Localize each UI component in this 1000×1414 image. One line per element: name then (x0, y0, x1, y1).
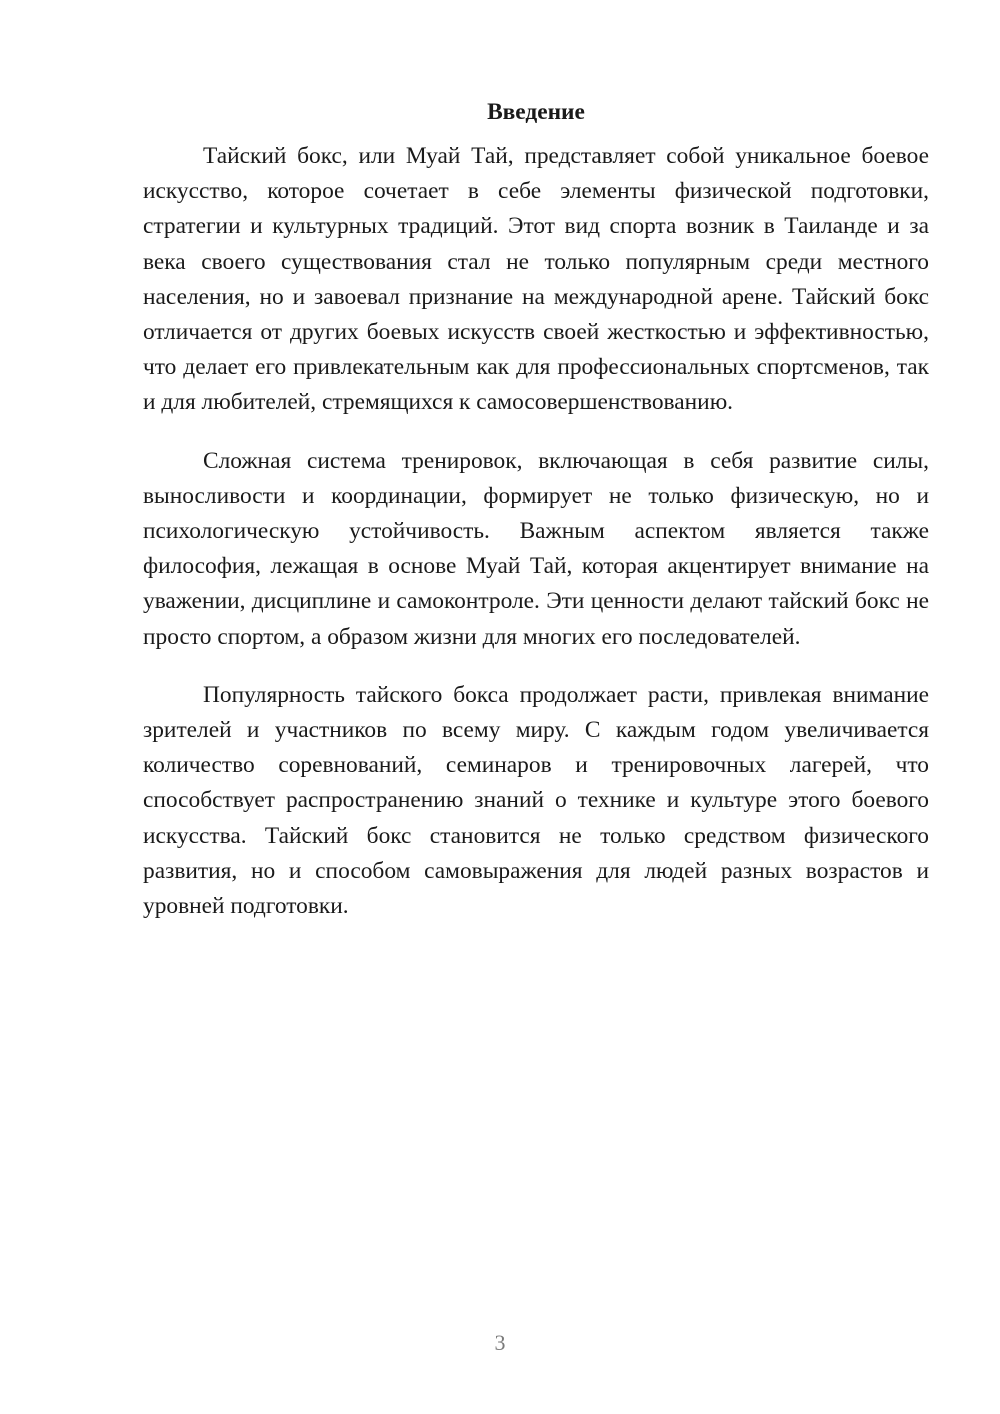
page-content (143, 95, 929, 947)
paragraph-3: Популярность тайского бокса продолжает расти, привлекая внимание зрителей и участников по всему миру. С каждым годом увеличивается количество соревнований, семинаров и тренировочных лагерей, что способствует распространению знаний о технике и культуре этого боевого искусства. Тайский бокс становится не только средством физического развития, но и способом самовыражения для людей разных возрастов и уровней подготовки. (143, 681, 929, 920)
page-number: 3 (494, 1330, 506, 1355)
paragraph-1: Тайский бокс, или Муай Тай, представляет собой уникальное боевое искусство, которое сочетает в себе элементы физической подготовки, стратегии и культурных традиций. Этот вид спорта возник в Таиланде и за века своего существования стал не только популярным среди местного населения, но и завоевал признание на международной арене. Тайский бокс отличается от других боевых искусств своей жесткостью и эффективностью, что делает его привлекательным как для профессиональных спортсменов, так и для любителей, стремящихся к самосовершенствованию. (143, 143, 929, 416)
paragraph-2: Сложная система тренировок, включающая в себя развитие силы, выносливости и координации, формирует не только физическую, но и психологическую устойчивость. Важным аспектом является также философия, лежащая в основе Муай Тай, которая акцентирует внимание на уважении, дисциплине и самоконтроле. Эти ценности делают тайский бокс не просто спортом, а образом жизни для многих его последователей. (143, 447, 929, 650)
section-heading: Введение (487, 99, 585, 125)
